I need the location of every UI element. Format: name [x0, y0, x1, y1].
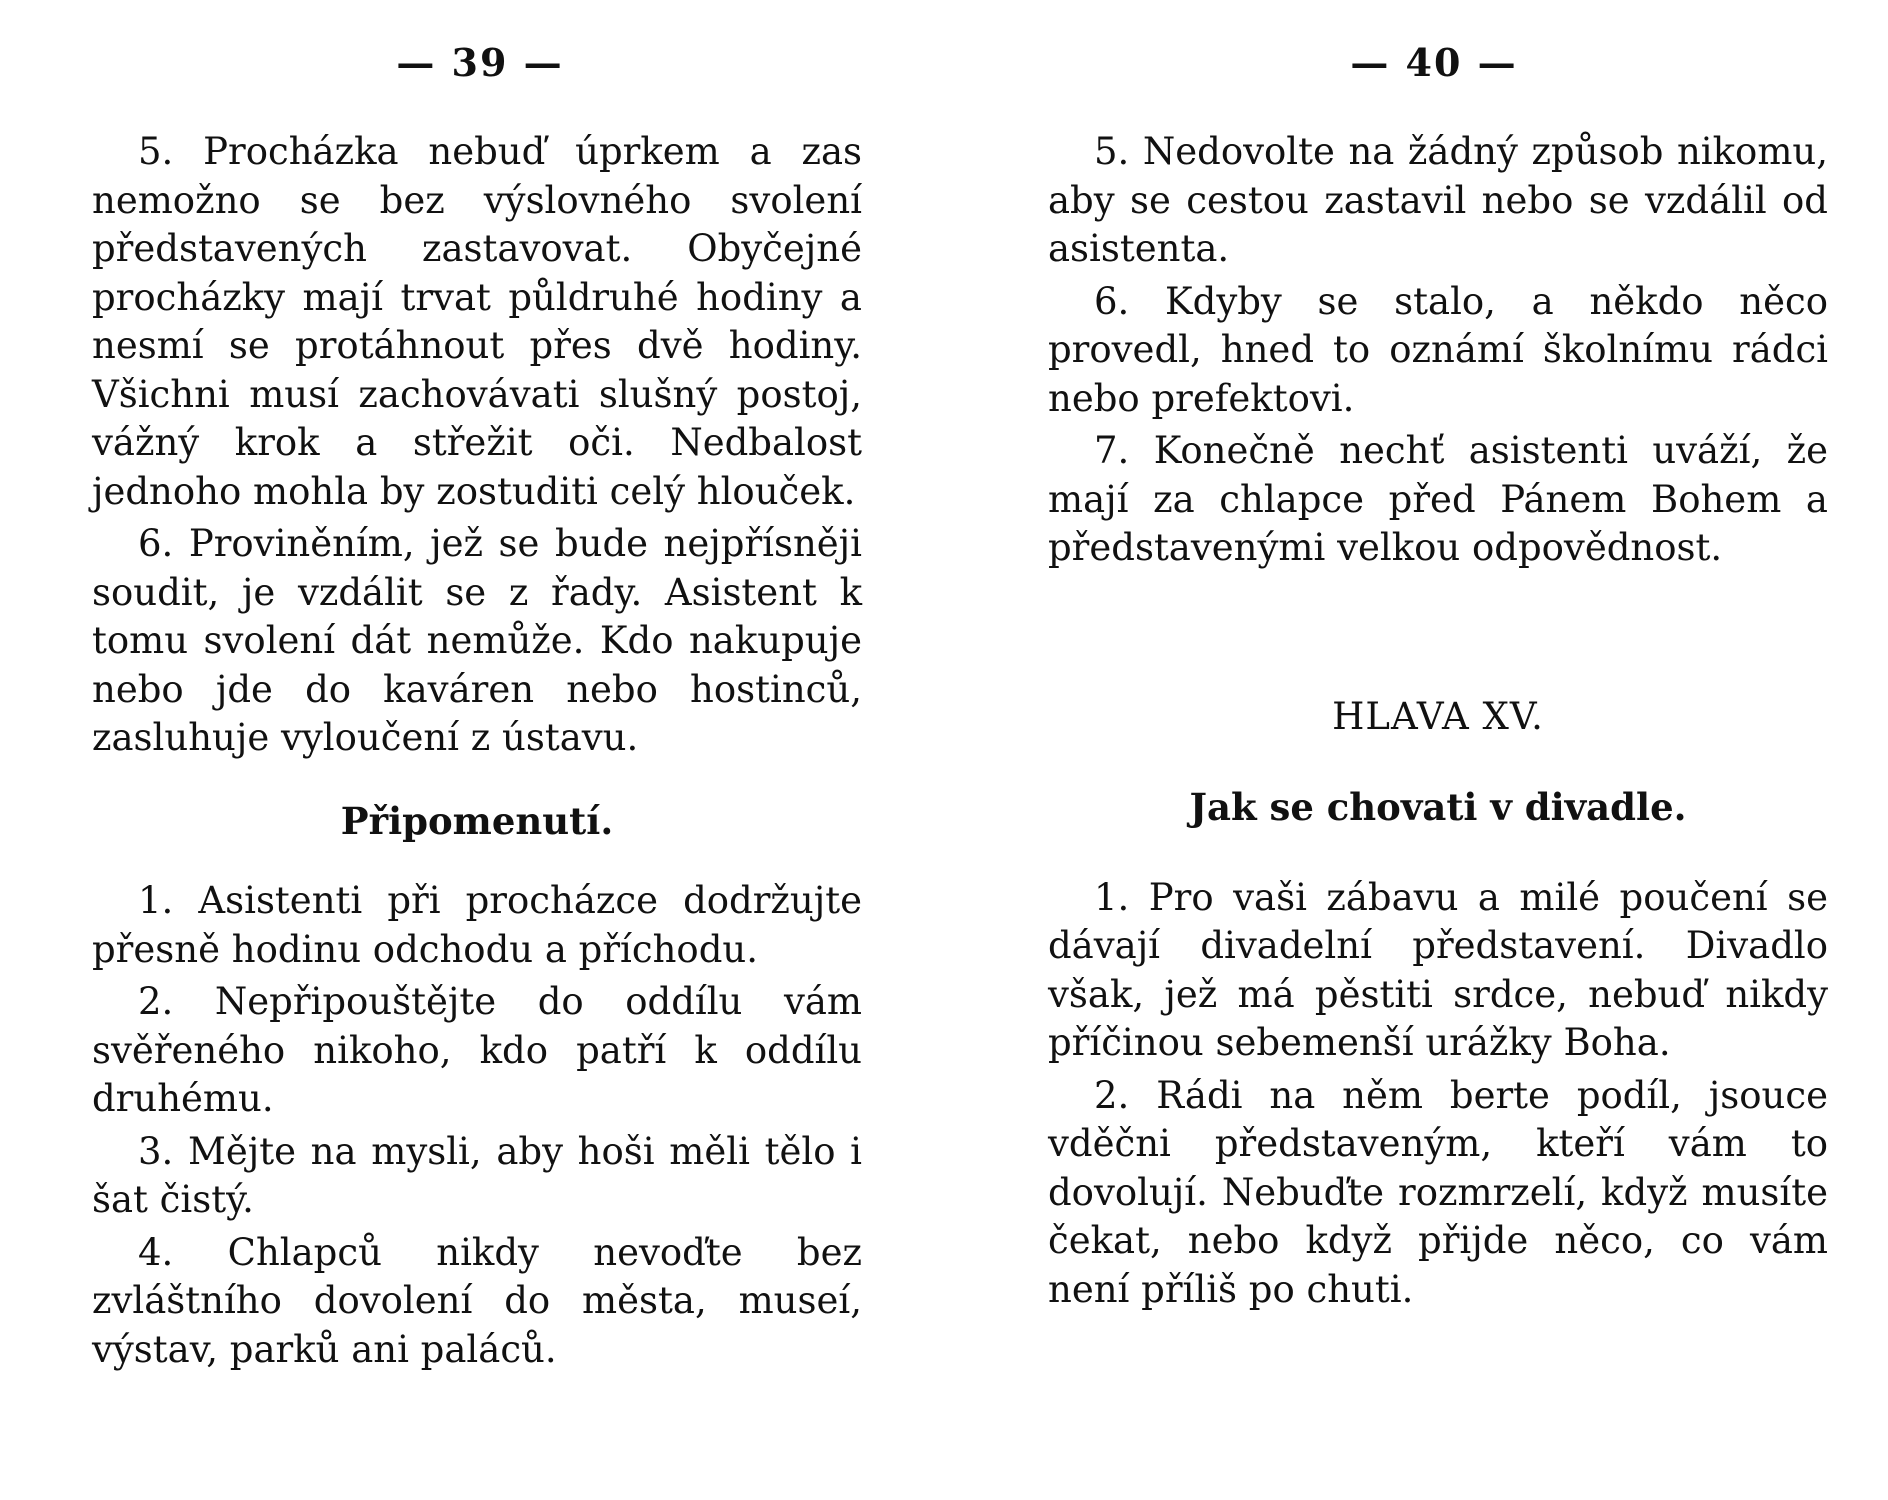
- chapter-title: Jak se chovati v divadle.: [1189, 785, 1687, 829]
- paragraph: 5. Procházka nebuď úprkem a zas nemožno se bez výslovného svolení představených zastavovat. Obyčejné procházky mají trvat půldruhé hodiny a nesmí se protáhnout přes dvě hodiny. Všichni musí zachovávati slušný postoj, vážný krok a střežit oči. Nedbalost jednoho mohla by zostuditi celý hlouček.: [92, 130, 862, 513]
- paragraph: 5. Nedovolte na žádný způsob nikomu, aby se cestou zastavil nebo se vzdálil od asistenta.: [1048, 130, 1828, 270]
- paragraph: 4. Chlapců nikdy nevoďte bez zvláštního dovolení do města, museí, výstav, parků ani paláců.: [92, 1230, 862, 1371]
- paragraph: 6. Proviněním, jež se bude nejpřísněji soudit, je vzdálit se z řady. Asistent k tomu svolení dát nemůže. Kdo nakupuje nebo jde do kaváren nebo hostinců, zasluhuje vyloučení z ústavu.: [92, 522, 862, 759]
- paragraph: 6. Kdyby se stalo, a někdo něco provedl, hned to oznámí školnímu rádci nebo prefektovi.: [1048, 279, 1828, 420]
- section-heading: Připomenutí.: [340, 798, 614, 843]
- paragraph: 2. Nepřipouštějte do oddílu vám svěřeného nikoho, kdo patří k oddílu druhému.: [92, 980, 862, 1120]
- paragraph: 2. Rádi na něm berte podíl, jsouce vděčni představeným, kteří vám to dovolují. Nebuďte rozmrzelí, když musíte čekat, nebo když přijde něco, co vám není příliš po chuti.: [1048, 1073, 1828, 1311]
- left-page-text: [92, 128, 862, 1374]
- page-number: — 40 —: [1350, 40, 1518, 85]
- right-page-text: [1048, 128, 1828, 1314]
- right-page: [944, 0, 1888, 1500]
- paragraph: 1. Asistenti při procházce dodržujte přesně hodinu odchodu a příchodu.: [92, 879, 862, 971]
- paragraph: 3. Mějte na mysli, aby hoši měli tělo i šat čistý.: [92, 1129, 862, 1221]
- paragraph: 7. Konečně nechť asistenti uváží, že mají za chlapce před Pánem Bohem a představenými velkou odpovědnost.: [1048, 429, 1828, 569]
- paragraph: 1. Pro vaši zábavu a milé poučení se dávají divadelní představení. Divadlo však, jež má pěstiti srdce, nebuď nikdy příčinou sebemenší urážky Boha.: [1048, 875, 1828, 1064]
- chapter-label: HLAVA XV.: [1332, 694, 1544, 738]
- page-number: — 39 —: [396, 40, 564, 85]
